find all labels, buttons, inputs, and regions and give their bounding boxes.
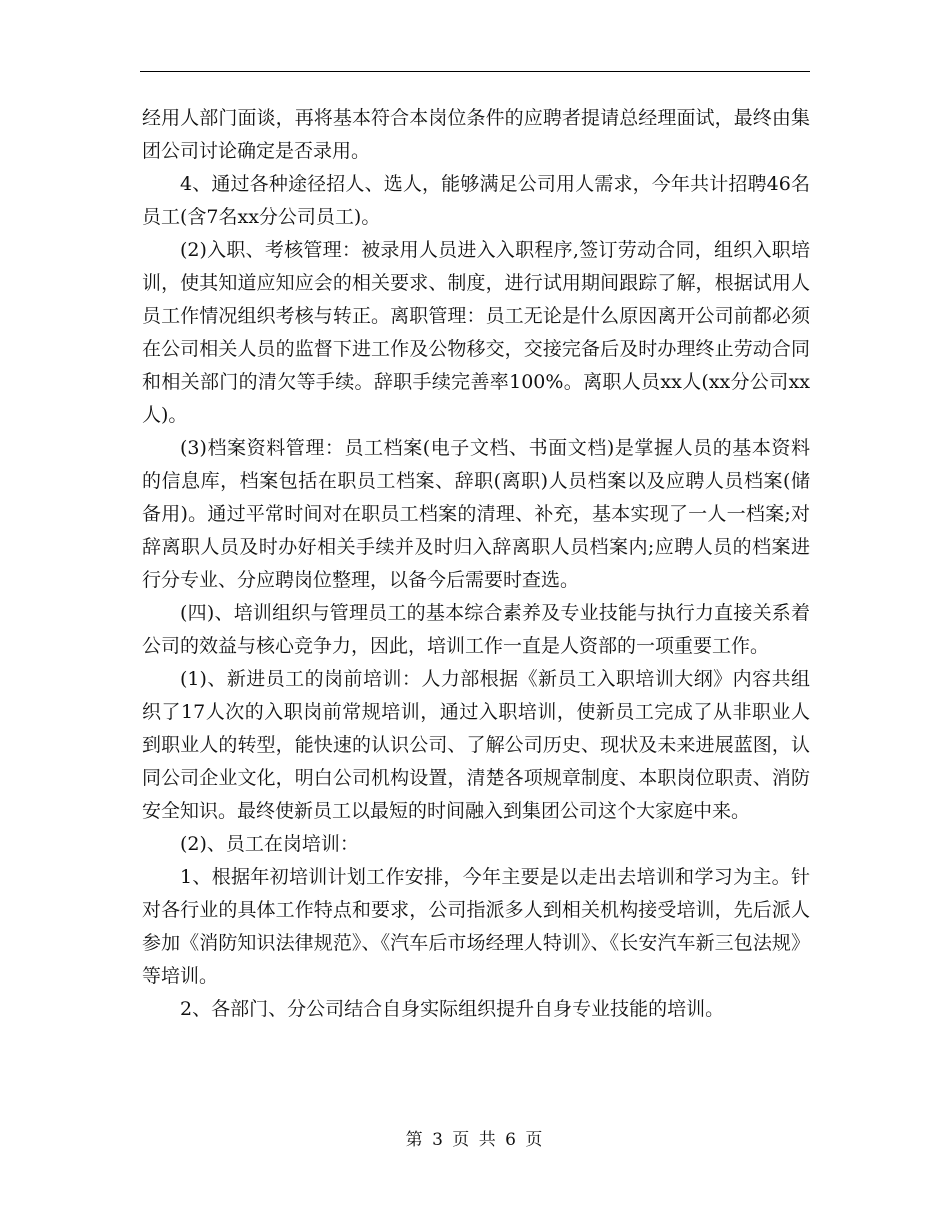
paragraph: 4、通过各种途径招人、选人，能够满足公司用人需求，今年共计招聘46名员工(含7名xx分公司员工)。 [142, 173, 810, 228]
header-rule [140, 71, 810, 72]
paragraph: (3)档案资料管理：员工档案(电子文档、书面文档)是掌握人员的基本资料的信息库，档案包括在职员工档案、辞职(离职)人员档案以及应聘人员档案(储备用)。通过平常时间对在职员工档案的清理、补充，基本实现了一人一档案;对辞离职人员及时办好相关手续并及时归入辞离职人员档案内;应聘人员的档案进行分专业、分应聘岗位整理，以备今后需要时查选。 [142, 437, 810, 591]
paragraph: 1、根据年初培训计划工作安排，今年主要是以走出去培训和学习为主。针对各行业的具体工作特点和要求，公司指派多人到相关机构接受培训，先后派人参加《消防知识法律规范》、《汽车后市场经理人特训》、《长安汽车新三包法规》等培训。 [142, 866, 810, 987]
paragraph: (四)、培训组织与管理员工的基本综合素养及专业技能与执行力直接关系着公司的效益与核心竞争力，因此，培训工作一直是人资部的一项重要工作。 [142, 602, 810, 657]
paragraph: 经用人部门面谈，再将基本符合本岗位条件的应聘者提请总经理面试，最终由集团公司讨论确定是否录用。 [142, 107, 810, 162]
paragraph: (2)、员工在岗培训： [180, 833, 359, 855]
document-body [142, 102, 810, 1026]
page-number-footer: 第 3 页 共 6 页 [405, 1130, 545, 1150]
paragraph: (2)入职、考核管理：被录用人员进入入职程序,签订劳动合同，组织入职培训，使其知道应知应会的相关要求、制度，进行试用期间跟踪了解，根据试用人员工作情况组织考核与转正。离职管理：员工无论是什么原因离开公司前都必须在公司相关人员的监督下进工作及公物移交，交接完备后及时办理终止劳动合同和相关部门的清欠等手续。辞职手续完善率100%。离职人员xx人(xx分公司xx人)。 [142, 239, 810, 426]
paragraph: (1)、新进员工的岗前培训：人力部根据《新员工入职培训大纲》内容共组织了17人次的入职岗前常规培训，通过入职培训，使新员工完成了从非职业人到职业人的转型，能快速的认识公司、了解公司历史、现状及未来进展蓝图，认同公司企业文化，明白公司机构设置，清楚各项规章制度、本职岗位职责、消防安全知识。最终使新员工以最短的时间融入到集团公司这个大家庭中来。 [142, 668, 810, 822]
paragraph: 2、各部门、分公司结合自身实际组织提升自身专业技能的培训。 [180, 998, 725, 1020]
